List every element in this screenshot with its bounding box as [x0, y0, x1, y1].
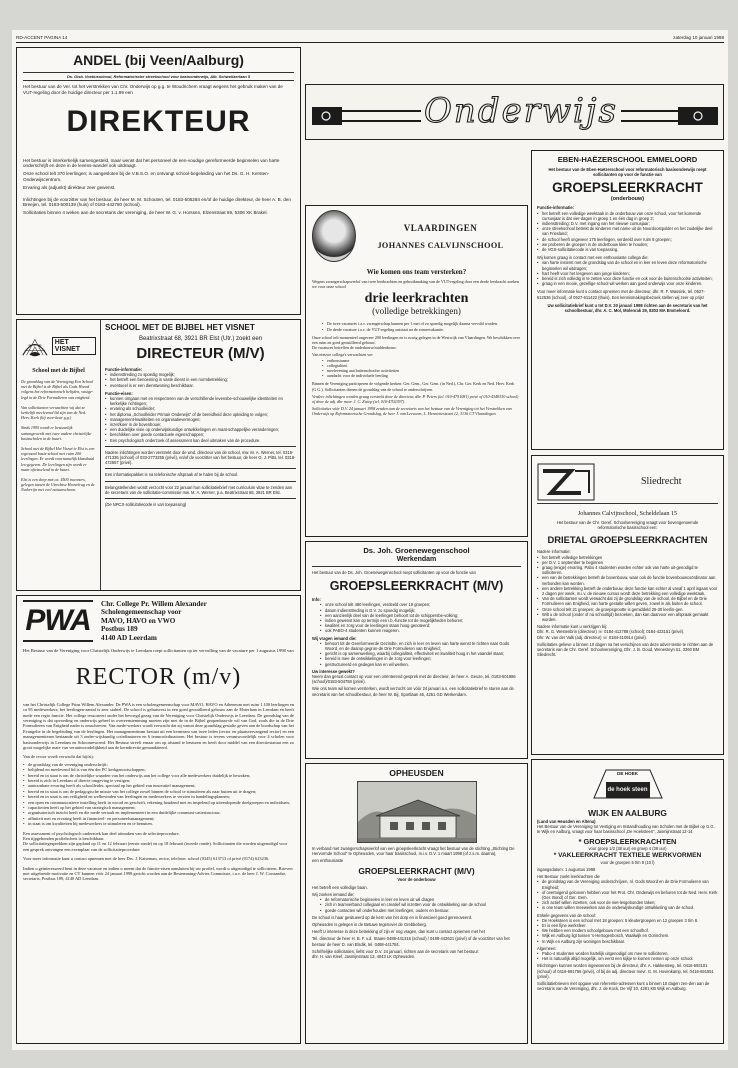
ad-groenewegen — [305, 541, 528, 759]
list-item: • organisatorisch inzicht heeft en die mede vertaalt en implementeert in een duidelijke communi-catiestructuur; — [23, 810, 294, 815]
list-item: • in one team willen meewerken aan de onderwijskundige ontwikkeling van de school. — [537, 905, 718, 910]
list-item: • bereid is zich volledig in te zetten voor deze functie en ook voor de buitenschoolse activiteiten; — [537, 276, 718, 281]
vlaardingen-p6: Sollicitaties vóór D.V. 24 januari 1998 zenden aan de secretaris van het bestuur van de Vereniging tot het Verstrekken van Onderwijs op Reformatorische Grondslag, de heer J. van Leeuwen, L. Henriettestraat 12, 3136 CT Vlaardingen. — [312, 406, 512, 417]
groenewegen-intro: Het bestuur van de Ds. Joh. Groenewegenschool roept sollicitanten op voor de functie van — [312, 570, 476, 575]
school-logo-icon — [537, 463, 595, 501]
list-item: • de VGS-sollicitatiecode is van toepassing. — [537, 247, 718, 252]
list-item: • aantoonbare ervaring heeft als schoolleider, speciaal op het gebied van innovatief management; — [23, 783, 294, 788]
list-item: • indiensttreding: D.V. met ingang van het nieuwe cursusjaar; — [537, 221, 718, 226]
groenewegen-int: Neem dan gerust contact op voor een oriënterend gesprek met de directeur, de heer A. Geuze, tel. 0183-501986 (school)/0183-504758 (privé). — [312, 674, 516, 685]
sliedrecht-logo-text: Sliedrecht — [641, 476, 682, 487]
pwa-line2: Scholengemeenschap voor — [101, 608, 182, 617]
visnet-side5: Elst is een dorp met ca. 4500 inwoners, gelegen tussen de Utrechtse Heuvelrug en de Nederrijn met veel natuurschoon. — [21, 477, 95, 493]
visnet-position: DIRECTEUR (M/V) — [136, 345, 265, 362]
ad-sliedrecht — [531, 455, 724, 755]
andel-body5: Sollicitaties binnen 4 weken aan de secretaris der vereniging, de heer W. G. v. Horssen, Elzenstraat 69, 5306 XK Brakel. — [23, 210, 268, 216]
list-item: • het diploma „Schoolleider Primair Onderwijs" of de bereidheid deze opleiding te volgen; — [105, 412, 296, 417]
sliedrecht-logo — [537, 460, 718, 504]
list-item: • inzet/koer in de bovenbouw; — [105, 422, 296, 427]
visnet-logo — [21, 324, 96, 368]
list-item: • goede contacten wil onderhouden met leerlingen, ouders en bestuur. — [320, 908, 521, 913]
list-item: • Een psychologisch onderzoek of assessment kan deel uitmaken van de procedure. — [105, 438, 296, 443]
pwa-p6: Indien u geïnteresseerd bent in deze vacature en indien u meent dat de functie-eisen aansluiten bij uw profiel, wordt u uitgenodigd te solliciteren. Brieven met uitgebreide motivatie en CV kunnen vóór 24 januari 1998 gericht worden aan de Bestemming-Advies Commissie, t.a.v. de heer J. W. Corstandse, secretaris, Postbus 189, 4140 AD Leerdam. — [23, 865, 293, 882]
vlaardingen-intro: Wegens zwangerschapsverlof van twee leerkrachten en gebruikmaking van de VUT-regeling door een derde leerkracht zoeken we voor onze school — [312, 279, 519, 290]
andel-position: DIREKTEUR — [66, 104, 251, 138]
visnet-info-head: Functie-informatie: — [105, 367, 143, 372]
list-item: • De Hoeksteen is een school met 18 groepen: 5 kleutergroepen en 12 groepen 3 t/m 8. — [537, 918, 718, 923]
groenewegen-wij-list — [320, 641, 521, 667]
emmeloord-send: Uw sollicitatiebrief kunt u tot D.V. 20 januari 1998 richten aan de secretaris van het schoolbestuur, dhr. A. C. Mol, Molenrak 29, 8303 MA Emmeloord. — [547, 302, 708, 314]
pwa-line5: 4140 AD Leerdam — [101, 633, 157, 642]
school-building-icon — [358, 782, 477, 843]
vlaardingen-p4: Binnen de Vereniging participeren de volgende kerken: Ger. Gem., Ger. Gem. (in Ned.), Chr. Ger. Kerk en Ned. Herv. Kerk (G.G.). Sollicitanten dienen de grondslag van de school te onderschrijven. — [312, 381, 515, 392]
calvijn-portrait-icon — [312, 210, 356, 262]
emmeloord-title: EBEN-HAËZERSCHOOL EMMELOORD — [557, 155, 698, 164]
hoeksteen-logo — [588, 764, 668, 804]
ad-andel — [16, 47, 301, 315]
wijk-title: WIJK EN AALBURG — [588, 808, 667, 818]
sliedrecht-position: DRIETAL GROEPSLEERKRACHTEN — [547, 534, 708, 546]
groenewegen-info-head: Info: — [312, 597, 321, 603]
opheusden-p3: De school is haar gesitueerd op de kern van het dorp en is financieel goed gerenoveerd. — [312, 914, 472, 920]
sliedrecht-intro: Het bestuur van de Chr. Geref. Schoolvereniging vraagt voor bovengenoemde reformatorische basisschool een: — [556, 520, 699, 531]
list-item: • de grondslag van de Vereniging onderschrijven, nl. Gods Woord en de Drie Formulieren van Enigheid; — [537, 879, 718, 889]
opheusden-position: GROEPSLEERKRACHT (M/V) — [358, 865, 475, 876]
banner-text: Onderwijs — [424, 91, 618, 131]
list-item: • zich actief willen inzetten, ook voor de niet-lesgebonden taken; — [537, 900, 718, 905]
wijk-school-list — [537, 918, 718, 944]
ad-wijk — [531, 759, 724, 1044]
pwa-intro: Het Bestuur van de Vereniging voor Christelijk Onderwijs te Leerdam roept sollicitanten op ter vervulling van de vacature per 1 augustus 1998 van — [23, 648, 294, 654]
emmeloord-position: GROEPSLEERKRACHT — [552, 180, 703, 196]
list-item: • bereid is mee de ontwikkelingen in de zorg voor leerlingen; — [320, 656, 521, 661]
list-item: • We hebben een modern schoolgebouw met een schoolhof. — [537, 928, 718, 933]
opheusden-p2-list — [320, 897, 521, 913]
list-item: • bereid is zich in Leerdam of directe omgeving te vestigen; — [23, 778, 294, 783]
wijk-pos1: * GROEPSLEERKRACHTEN — [578, 836, 677, 846]
opheusden-p2-head: Wij zoeken iemand die: — [312, 892, 355, 898]
list-item: • we proberen de groepen in de onderbouw klein te houden; — [537, 242, 718, 247]
list-item: • het betreft een benoeming in vaste dienst in een normbetrekking; — [105, 377, 296, 382]
list-item: • de school heeft ongeveer 175 leerlingen, verdeeld over ruim 8 groepen; — [537, 237, 718, 242]
visnet-side4: School met de Bijbel Het Visnet te Elst is een regionaal basis-school met ruim 200 leerlingen. Er wordt voornamelijk klassikaal les-gegeven. De leerlingen zijn wordt er maar afwisselend in de buurt. — [21, 446, 95, 472]
visnet-footer: (De NPCS-sollicitatiecode is van toepassing) — [105, 502, 187, 508]
visnet-side2: Van sollicitanten verwachten wij dat ze kerkelijk meelevend lid zijn van de Ned. Herv. Kerk (bij voor-keur g.g.) — [21, 404, 87, 421]
list-item: • Er is een fijne werksfeer. — [537, 923, 718, 928]
emmeloord-info-head: Functie-informatie: — [537, 205, 575, 211]
pwa-req-head: Van de rector wordt verwacht dat hij/zij: — [23, 754, 94, 760]
list-item: • De twee vacatures t.a.v. zwangerschap kunnen per 1 mei of zo spoedig mogelijk daarna vervuld worden. — [322, 321, 521, 326]
visnet-main — [105, 323, 296, 509]
andel-body4: Inlichtingen bij de voorzitter van het bestuur, de heer M. M. Schouten, tel. 0183-505284 en/of de huidige direkteur, de heer A. B. den Breejen, tel. 0183-500139 (huis) of 0183-442780 (school). — [23, 196, 291, 208]
andel-title: ANDEL (bij Veen/Aalburg) — [73, 52, 244, 68]
pwa-p4: De sollicitatiegesprekken zijn gepland op 11 en 12 februari (eerste ronde) en op 18 februari (tweede ronde). Sollicitanten die worden uitgenodigd voor een gesprek ontvangen een exemplaar van de sollicitatieprocedure. — [23, 841, 288, 852]
pwa-req-list — [23, 762, 294, 827]
visnet-side1: De grondslag van de Vereniging Een School met de Bijbel is de Bijbel als Gods Woord volgens het reformatorisch belijden, vastge-legd in de Drie Formulieren van enigheid. — [21, 379, 94, 400]
list-item: • meelevening aan buitenschoolse activiteiten — [322, 368, 521, 373]
list-item: • ervaring als schoolleider; — [105, 406, 296, 411]
visnet-logo-caption: School met de Bijbel — [32, 368, 85, 374]
pwa-line3: MAVO, HAVO en VWO — [101, 616, 176, 625]
andel-intro: Het bestuur van de Ver. tot het verstrekken van Chr. Onderwijs op g.g. te Woudrichem vraagt wegens het gebruik maken van de VUT-regeling door de huidige directeur per 1.1.99 een — [23, 84, 283, 95]
list-item: • collegialiteit — [322, 363, 521, 368]
visnet-heading: SCHOOL MET DE BIJBEL HET VISNET — [105, 323, 255, 332]
list-item: • gericht is op samenwerking, waarbij collegialiteit, effectiviteit en kwaliteit hoog in het vaandel staan; — [320, 651, 521, 656]
opheusden-p8: dhr. H. van Kleef, Jasmijnstraat 13, 4043 LK Opheusden. — [312, 954, 416, 960]
emmeloord-info-list — [537, 211, 718, 253]
list-item: • Wijk en Aalburg ligt tussen 's-Hertogenbosch, Waalwijk en Gorinchem. — [537, 933, 718, 938]
visnet-pakket: Een informatiepakket is na telefonische afspraak af te halen bij de school. — [105, 472, 239, 478]
list-item: • gestructureerd en gedegen kan en wil werken. — [320, 662, 521, 667]
andel-body1: Het bestuur is interkerkelijk samengesteld, maar wenst dat het personeel de een-voudige gereformeerde beginselen van harte onderschrijft en deze in de levens-wandel ook uitdraagt. — [23, 157, 280, 169]
wijk-intro: Het Bestuur van de Vereniging tot Vestiging en Instandhouding van Scholen met de Bijbel op G.G. te Wijk en Aalburg, vraagt voor haar basisschool „De Hoeksteen", Jasmijnstraat 12-14 — [537, 824, 715, 835]
opheusden-intro: In verband met zwangerschapsverlof van een groepsleerkracht vraagt het bestuur van de stichting „Stichting De Hervormde School" te Opheusden, voor haar basisschool, m.i.v. D.V. 1 maart 1998 (of z.s.m. daarna), — [312, 846, 515, 857]
list-item: • behoort tot de Gereformeerde Gezindte, en zich in leer en leven van harte wenst te richten naar Gods Woord, en de daarop gegron-de Drie Formulieren van Enigheid; — [320, 641, 521, 651]
opheusden-p1: Het betreft een volledige baan. — [312, 884, 368, 890]
pwa-line4: Postbus 189 — [101, 625, 138, 634]
visnet-side3: Sinds 1995 wordt er bestuurlijk samengewerkt met twee andere christelijke basisscholen in de buurt. — [21, 425, 92, 441]
emmeloord-sub: (onderbouw) — [610, 196, 645, 203]
list-item: • onze school telt 480 leerlingen, verdeeld over 19 groepen; — [320, 602, 521, 607]
list-item: • indiensttreding zo spoedig mogelijk; — [105, 372, 296, 377]
opheusden-p6: Tel. directeur de heer H. B. F. v.d. Staare 0488-441316 (school) / 0488-442621 (privé) of de voorzitter van het bestuur de heer D. van Elsdik, tel. 0488-441784. — [312, 936, 510, 947]
pwa-name-block — [101, 600, 207, 642]
opheusden-p7: Schriftelijke sollicitaties, liefst voor D.V. 24 januari, richten aan de secretaris van het bestuur: — [312, 948, 480, 954]
list-item: • belijdend en meelevend lid is van één der PC kerkgenootschappen; — [23, 767, 294, 772]
vlaardingen-p2: De vacatures betreffen de onderbouw/middenbouw. — [312, 345, 397, 351]
visnet-logo-text: HET VISNET — [52, 337, 96, 355]
visnet-address: Beatrixstraat 68, 3921 BR Elst (Utr.) zoekt een — [138, 336, 263, 342]
groenewegen-int-head: Uw interesse gewekt? — [312, 668, 355, 674]
header-left: RD-ACCENT PAGINA 14 — [16, 35, 68, 40]
list-item: • capaciteiten heeft op het gebied van strategisch management; — [23, 805, 294, 810]
sliedrecht-contact-2: Dhr. W. van der Valk (adj. directeur) ☏ 0184-410914 (privé). — [537, 634, 647, 640]
vlaardingen-header — [312, 210, 521, 262]
list-item: • Wilt u de school (onder of na schooltijd) bezoeken, dan kan daarvoor een afspraak gemaakt worden. — [537, 612, 718, 622]
vlaardingen-position-sub: (volledige betrekkingen) — [372, 306, 461, 317]
sliedrecht-address: Johannes Calvijnschool, Scheldelaan 15 — [577, 510, 678, 517]
pwa-position: RECTOR (m/v) — [75, 663, 242, 690]
list-item: • Pabo-4 studenten worden hartelijk uitgenodigd om mee te solliciteren. — [537, 951, 718, 956]
pwa-body1: van het Christelijk College Prins Willem Alexander. De PWA is een scholengemeenschap voor MAVO, HAVO en Atheneum met ruim 1.100 leerlingen en ca 95 medewerkers; het leerlingen-aantal is zeer stabiel. De school is gehuisvest in een goed geoutilleerd gebouw aan de Elsterlaan in Leerdam en heeft mede een regio functie. Het college ressorteert onder het bevoegd gezag van de Vereniging voor Christelijk Onderwijs te Leerdam. De grondslag van de vereniging is dat opvoeding en onderwijs geheel in overeenstemming moeten zijn met de in de Bijbel geopenbaar-de wil van God, zoals die in de Drie Formulieren van Enigheid nader is omschreven. Van mede-werkers wordt verwacht dat zij vanuit deze grondslag gestalte geven aan de boodschap van het Evangelie in de begeleiding van de leerlingen. Het managementteam bestaat uit een kernteam van twee leden (rector en plaatsvervangend rector) en een managementteam bestaande uit 3 onder-wijskundig coördinatoren en 6 teamcoördinatoren. Het bestuur is tevens verantwoordelijk voor 4 scholen voor basisonderwijs in Leerdam en Schoonrewoerd. Het Bestuur streeft ernaar om op afstand te besturen en heeft door middel van een directiestatuut een zo groot mogelijke mate van verantwoordelijkheid aan de kerndirectie gemandateerd. — [23, 701, 294, 751]
wijk-contact: Inlichtingen kunnen worden ingewonnen bij de directeur, dhr. A. Hakkesteeg, tel. 0416-692101 (school) of 0416-691756 (privé), of bij de adj. directeur mevr. G. M. Hovenkamp, tel. 0416-691551 (privé). — [537, 963, 714, 979]
visnet-sidebar — [17, 320, 101, 590]
list-item: • kunnen omgaan met en respecteren van de verschillende levensbe-schouwelijke identiteiten en kerkelijke richtingen; — [105, 396, 296, 406]
opheusden-p4: Opheusden is gelegen in de Betuwe tegenover de Grebbeberg. — [312, 922, 427, 928]
list-item: • eventueel is er een dienstwoning beschikbaar. — [105, 383, 296, 388]
page-header — [16, 33, 724, 43]
emmeloord-contact: Voor meer informatie kunt u contact opnemen met de directeur, dhr. R. F. Wassink, tel. 0527-612536 (school), of 0527-611422 (thuis). Een kennismakingsbezoek stellen wij zeer op prijs! — [537, 289, 705, 300]
newspaper-page — [12, 30, 728, 1050]
sliedrecht-contact-1: Dhr. R. G. Westenbrin (directeur) ☏ 0184-412788 (school); 0184-423151 (privé). — [537, 629, 685, 635]
vlaardingen-items — [322, 321, 521, 331]
groenewegen-position: GROEPSLEERKRACHT (M/V) — [329, 579, 504, 594]
list-item: • per D.V. 1 september te beginnen — [537, 560, 718, 565]
pwa-p5: Voor meer informatie kunt u contact opnemen met de heer Drs. J. Kaiseman, rector, telefoon: school (0345) 613713 of privé (0174) 623236. — [23, 856, 270, 862]
list-item: • beschikken over goede contactuele eigenschappen; — [105, 432, 296, 437]
list-item: • Het is natuurlijk altijd mogelijk, om eerst een kijkje te komen nemen op onze school. — [537, 956, 718, 961]
list-item: • of overtuigend gelooven hebben voor het Prot. Chr. Onderwijs en behoren tot de Ned. Herv. Kerk (Ger. Bond) of Ger. Gem. — [537, 890, 718, 900]
list-item: • een duidelijke visie op onderwijskundige ontwikkelingen en maat-schappelijke veranderingen; — [105, 427, 296, 432]
wijk-sub: (Land van Heusden en Altena) — [537, 819, 596, 824]
vlaardingen-p3-head: Van nieuwe collega's verwachten we: — [312, 352, 374, 358]
list-item: • het betreft een volledige weektaak in de onderbouw van onze school, voor het komende cursusjaar is dat vier-dagen in groep 1 en één dag in groep 2; — [537, 211, 718, 221]
sliedrecht-info-head: Nadere informatie: — [537, 549, 571, 555]
list-item: • zich in teamverband collegiaal en creatief wil inzetten voor de ontwikkeling van de school — [320, 902, 521, 907]
visnet-letter: Belangstellenden wordt verzocht voor 22 januari hun sollicitatiebrief met curriculum vitae te zenden aan de secretaris van de sollicitatie-commissie mw. M. A. Werner, p.a. Beatrixstraat 68, 3921 BR Elst. — [105, 484, 293, 495]
hoeksteen-logo-top: DE HOEK — [617, 771, 638, 776]
visnet-info-list — [105, 372, 296, 388]
list-item: • Onze school telt 21 groepen; de groepsgrootte is gemiddeld 25-30 leerlin-gen. — [537, 607, 718, 612]
wijk-pos1-sub: voor groep 1/2 (38 uur) en groep 4 (38 uur) — [588, 845, 667, 851]
list-item: • de grondslag van de vereniging onderschrijft; — [23, 762, 294, 767]
list-item: • affiniteit met en ervaring heeft in financieel- en personeelsmanagement; — [23, 816, 294, 821]
vlaardingen-school: JOHANNES CALVIJNSCHOOL — [377, 240, 504, 250]
wijk-alg-head: Algemeen: — [537, 945, 557, 951]
ad-vlaardingen — [305, 205, 528, 537]
wijk-send: Sollicitatiebrieven met opgave van referentie-adressen kunt u binnen 10 dagen zen-den aan de secretaris van de Vereniging, dhr. J. de Kock, De Vijf 10, 4281 KB Wijk en Aalburg. — [537, 981, 710, 992]
wijk-pos2-sub: voor de groepen 5 t/m 8 (10 l) — [600, 859, 655, 865]
wijk-alg-list — [537, 951, 718, 961]
list-item: • van harte instemt met de grondslag van de school en in leer en leven deze reformatorische beginselen wil uitdragen; — [537, 260, 718, 270]
list-item: • graag in een mooie, gezellige school wil werken aan goed onderwijs voor onze kinderen. — [537, 281, 718, 286]
opheusden-intro2: een enthousiaste — [312, 858, 344, 864]
list-item: • De derde vacature t.a.v. de VUT-regeling ontstaat na de zomervakantie. — [322, 327, 521, 332]
vlaardingen-city: VLAARDINGEN — [403, 222, 478, 233]
visnet-eisen-list — [105, 396, 296, 443]
list-item: • het betreft volledige betrekkingen — [537, 555, 718, 560]
list-item: • een aanzienlijk deel van de leerlingen behoort tot de schippersbe-volking; — [320, 613, 521, 618]
groenewegen-send: Wie ons team wil komen versterken, wordt verzocht om vóór 24 januari a.s. een sollicitatiebrief te sturen aan de secretaris van het schoolbestuur, de heer W. Bij, Sportlaan 46, 4251 GD Werkendam. — [312, 686, 514, 697]
list-item: • onze streekschool betrekt de kinderen met name uit de Noordoostpolder en het zuidelijke deel van Friesland; — [537, 226, 718, 236]
list-item: • hart heeft voor het lesgeven aan jonge kinderen; — [537, 271, 718, 276]
list-item: • ook PABO-4 studenten kunnen reageren. — [320, 628, 521, 633]
andel-body2: Onze school telt 370 leerlingen; is aangesloten bij de V.B.S.O. en ontvangt school-begeleiding van het Ds. G. H. Kersten-Onderwijscentrum. — [23, 171, 270, 182]
vlaardingen-p3-list — [322, 358, 521, 379]
opheusden-sub: Voor de onderbouw — [397, 876, 436, 882]
visnet-eisen-head: Functie-eisen: — [105, 390, 133, 396]
sliedrecht-send: Sollicitaties gelieve u binnen 10 dagen na het verschijnen van deze adver-tentie te richten aan de secretaris van de Chr. Geref. Schoolvereniging, Dhr. J. B. Goud, Wenesteyn 61, 3360 BM Sliedrecht. — [537, 641, 714, 658]
pwa-name: Chr. College Pr. Willem Alexander — [101, 600, 207, 608]
school-building-photo — [357, 781, 477, 843]
list-item: • datum indiensttreding is D.V. zo spoedig mogelijk; — [320, 608, 521, 613]
pwa-p2: Een assessment of psychologisch onderzoek kan deel uitmaken van de selectieprocedure. — [23, 830, 180, 836]
header-right: zaterdag 10 januari 1998 — [673, 35, 724, 40]
ad-pwa — [16, 595, 301, 1044]
vlaardingen-p1: Onze school telt momenteel ongeveer 200 leerlingen en is ruwig gelegen in de Westwijk van Vlaardingen. We beschikken over een ruim en goed geoutilleerd gebouw. — [312, 334, 520, 346]
sliedrecht-info-list — [537, 555, 718, 623]
emmeloord-intro: Het bestuur van de Eben-Haëzerschool voor reformatorisch basisonderwijs roept sollicitanten op voor de functie van — [548, 167, 707, 178]
wijk-school-head: Enkele gegevens van de school: — [537, 912, 596, 918]
list-item: • bereid en in staat is om de christelijke waarden van het onderwijs aan het college voor alle medewerkers duidelijk te bewaken; — [23, 773, 294, 778]
onderwijs-banner — [305, 84, 724, 140]
emmeloord-wij-head: Wij komen graag in contact met een enthousiaste collega die: — [537, 255, 649, 261]
list-item: • aandacht voor de individuele leerling — [322, 373, 521, 378]
vlaardingen-question: Wie komen ons team versterken? — [366, 268, 467, 276]
list-item: • bereid en in staat is om de pedagogische missie van het college zowel binnen de school te stimuleren als naar buiten uit te dragen; — [23, 789, 294, 794]
vlaardingen-position: drie leerkrachten — [364, 291, 469, 307]
list-item: • in staat is om kwaliteiten bij medewerkers te stimuleren en te benutten. — [23, 821, 294, 826]
pwa-logo: PWA — [23, 600, 93, 642]
list-item: • Van de sollicitanten wordt verwacht dat zij de grondslag van de school, de Bijbel en de Drie Formulieren van Enigheid, van harte gestalte willen geven, zowel in als buiten de school. — [537, 596, 718, 606]
list-item: • graag (enige) ervaring. Pabo 4 studenten worden echter ook van harte uit-genodigd te solliciteren. — [537, 565, 718, 575]
list-item: • een andere betrekking betreft de onderbouw, deze functie kan echter al vanaf 1 april ingaan voor 2 dagen per week, m.i.v. de nieuwe cursus wordt deze betrekking een volledige weektaak. — [537, 586, 718, 596]
pwa-p3: Een tijpgebonden profielschets is beschikbaar. — [23, 835, 105, 841]
ad-visnet — [16, 319, 301, 591]
ad-emmeloord — [531, 150, 724, 450]
list-item: • indien gewenst kan op termijn een i.b.-functie tot de mogelijkheden behoren; — [320, 618, 521, 623]
opheusden-p5: Heeft U interesse in deze betrekking of zijn er nog vragen, dan kunt u contact opnemen met het — [312, 929, 485, 935]
groenewegen-sub: Werkendam — [312, 555, 521, 567]
list-item: • bereid en in staat is om veiligheid en welbevinden van leerlingen en medewerkers te verzien in handelingsplannen; — [23, 794, 294, 799]
sliedrecht-contact-head: Nadere informatie kunt u verkrijgen bij: — [537, 624, 608, 630]
hoeksteen-logo-main: de hoek steen — [607, 787, 648, 793]
list-item: • enthousiasme — [322, 358, 521, 363]
groenewegen-title: Ds. Joh. Groenewegenschool — [363, 546, 470, 555]
list-item: • de reformatorische beginselen in leer en leven uit wil dragen — [320, 897, 521, 902]
visnet-contact: Nadere inlichtingen worden verstrekt door de wnd. directeur van de school, mw. M. A. Werner, tel. 0318-471336 (school) of 033-2773255 (privé), en/of de voorzitter van het bestuur, de heer G. J. Pitts, tel. 0318-472557 (privé). — [105, 449, 296, 466]
list-item: • In Wijk en Aalburg zijn woningen beschikbaar. — [537, 939, 718, 944]
opheusden-title: OPHEUSDEN — [389, 768, 444, 778]
andel-body3: Ervaring als (adjunkt) direkteur zeer gewenst. — [23, 184, 116, 190]
list-item: • een open en communicatieve instelling heeft in woord en geschrift, rekening houdend met en inspelend op uiteenlopende doelgroepen en individuen; — [23, 800, 294, 805]
fish-net-icon — [21, 331, 49, 361]
wijk-pos2: * VAKLEERKRACHT TEXTIELE WERKVORMEN — [553, 851, 702, 859]
list-item: • management-kwaliteiten en organisatievermogen; — [105, 417, 296, 422]
groenewegen-info-list — [320, 602, 521, 633]
emmeloord-wij-list — [537, 260, 718, 286]
vlaardingen-p5: Verdere inlichtingen worden graag verstrekt door de directeur, dhr. P. Peters (tel. 010-4751081) privé of 010-4348330 school) of door de adj. dhr meer. J. C. Zwiep (tel. 010-4702397). — [312, 393, 519, 405]
list-item: • een van de betrekkingen betreft de bovenbouw, waar ook de functie bovenbouwcoördinator aan verbonden kan worden. — [537, 575, 718, 585]
groenewegen-wij-head: Wij vragen iemand die: — [312, 635, 357, 641]
list-item: • kwaliteit en zorg voor de leerlingen staan hoog genoteerd; — [320, 623, 521, 628]
andel-subtitle: Ds. Gisb. Voetiusschool, Reformatorische streekschool voor basisonderwijs, Alb. Schweitzerlaan 5 — [23, 72, 294, 81]
wijk-start: ingangsdatum: 1 augustus 1998 — [537, 867, 596, 873]
wijk-req-list — [537, 879, 718, 910]
wijk-req-head: Het Bestuur zoekt leerkrachten die — [537, 874, 600, 880]
pwa-header — [23, 600, 294, 642]
ad-opheusden — [305, 763, 528, 1044]
